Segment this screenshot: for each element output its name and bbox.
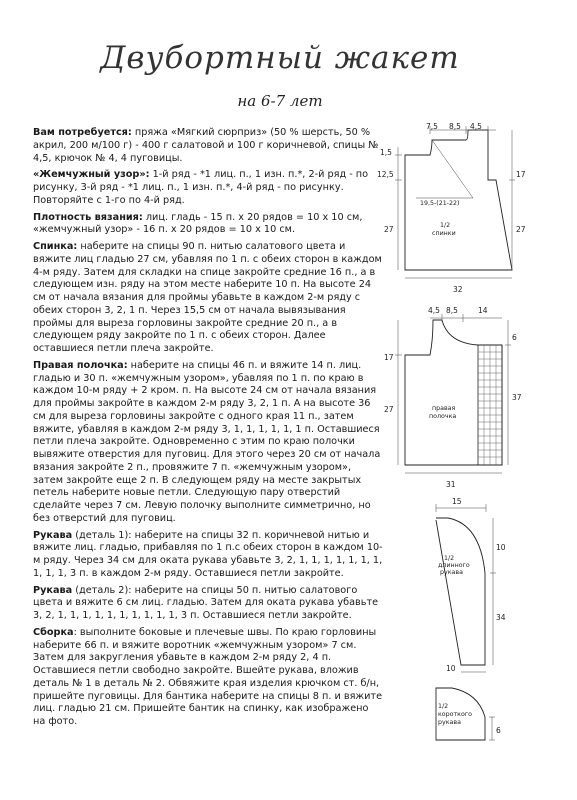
sleeve-long-dim-bottom: 10 — [446, 664, 456, 673]
back-dim-top-3: 4,5 — [470, 122, 482, 131]
front-dim-bottom: 31 — [446, 480, 456, 489]
back-dim-bottom: 32 — [453, 285, 463, 294]
sleeve-long-dim-right-2: 34 — [496, 613, 506, 622]
sleeve-short-label-2: короткого — [438, 711, 472, 718]
back-dim-right-1: 17 — [516, 170, 526, 179]
back-label-half: 1/2 — [440, 222, 451, 229]
front-dim-top-1: 4,5 — [428, 306, 440, 315]
sleeve-long-dim-right-1: 10 — [496, 543, 506, 552]
paragraph-sleeves-2: Рукава (деталь 2): наберите на спицы 50 п. нитью салатового цвета и вяжите 6 см лиц. гладью. Затем для оката рукава убавьте 3, 2, 1, 1, 1, 1, 1, 1, 1, 1, 1, 1, 3 п. Оставшиеся петли закройте. — [33, 584, 379, 621]
back-dim-left-2: 12,5 — [377, 170, 394, 179]
paragraph-sleeves-1: Рукава (деталь 1): наберите на спицы 32 п. коричневой нитью и вяжите лиц. гладью, прибавляя по 1 п.с обеих сторон в каждом 10-м ряду. Через 34 см для оката рукава убавьте 3, 2, 1, 1, 1, 1, 1, 1, 1, 1, 1, 1, 3 п. в каждом 2-м ряду. Оставшиеся петли закройте. — [33, 529, 383, 579]
back-label: спинки — [432, 230, 456, 237]
back-dim-left-3: 27 — [384, 225, 394, 234]
sleeve-long-label-2: длинного — [438, 562, 470, 569]
front-dim-right-2: 37 — [512, 393, 522, 402]
paragraph-assembly: Сборка: выполните боковые и плечевые швы. По краю горловины наберите 66 п. и вяжите воротник «жемчужным узором» 7 см. Затем для закругления убавьте в каждом 2-м ряду 2, 4 п. Оставшиеся петли свободно закройте. Вшейте рукава, вложив деталь № 1 в деталь № 2. Обвяжите края изделия крючком ст. б/н, пришейте пуговицы. Для бантика наберите на спицы 8 п. и вяжите лиц. гладью 21 см. Пришейте бантик на спинку, как изображено на фото. — [33, 626, 383, 727]
back-diagram — [377, 122, 526, 294]
back-dim-inner: 19,5-(21-22) — [420, 200, 460, 207]
sleeve-short-label-1: 1/2 — [438, 703, 449, 710]
front-dim-right-1: 6 — [512, 333, 517, 342]
back-dim-top-1: 7,5 — [426, 122, 438, 131]
front-dim-top-2: 8,5 — [446, 306, 458, 315]
paragraph-right-front: Правая полочка: наберите на спицы 46 п. и вяжите 14 п. лиц. гладью и 30 п. «жемчужным узором», убавляя по 1 п. по краю в каждом 10-м ряду + 2 кром. п. На высоте 24 см от начала вязания для проймы закройте в каждом 2-м ряду 3, 2, 1 п. А на высоте 36 см для выреза горловины закройте с одного края 11 п., затем вяжите, убавляя в каждом 2-м ряду 3, 1, 1, 1, 1, 1, 1 п. Оставшиеся петли плеча закройте. Одновременно с этим по краю полочки вывяжите отверстия для пуговиц. Для этого через 20 см от начала вязания закройте 2 п., провяжите 7 п. «жемчужным узором», затем закройте еще 2 п. В следующем ряду на месте закрытых петель наберите новые петли. Следующую пару отверстий сделайте через 7 см. Левую полочку выполните симметрично, но без отверстий для пуговиц. — [33, 359, 381, 524]
sleeve-short-label-3: рукава — [438, 719, 461, 726]
short-sleeve-diagram — [436, 688, 501, 740]
long-sleeve-diagram — [436, 497, 506, 673]
front-dim-top-3: 14 — [478, 306, 488, 315]
paragraph-gauge: Плотность вязания: лиц. гладь - 15 п. х 20 рядов = 10 х 10 см, «жемчужный узор» - 16 п. х 20 рядов = 10 х 10 см. — [33, 211, 363, 236]
front-dim-left-2: 27 — [384, 405, 394, 414]
front-dim-left-1: 17 — [384, 353, 394, 362]
sleeve-long-label-1: 1/2 — [444, 555, 455, 562]
back-dim-top-2: 8,5 — [449, 122, 461, 131]
paragraph-pearl-pattern: «Жемчужный узор»: 1-й ряд - *1 лиц. п., 1 изн. п.*, 2-й ряд - по рисунку, 3-й ряд - *1 лиц. п., 1 изн. п.*, 4-й ряд - по рисунку. Повторяйте с 1-го по 4-й ряд. — [33, 169, 369, 206]
front-label-2: полочка — [429, 413, 457, 420]
pearl-pattern-grid — [478, 345, 502, 465]
sleeve-long-label-3: рукава — [440, 569, 463, 576]
sleeve-short-dim-right: 6 — [496, 726, 501, 735]
paragraph-back: Спинка: наберите на спицы 90 п. нитью салатового цвета и вяжите лиц гладью 27 см, убавляя по 1 п. с обеих сторон в каждом 4-м ряду. Затем для складки на спице закройте средние 16 п., а в следующем изн. ряду на этом месте наберите 10 п. На высоте 24 см от начала вязания для проймы убавьте в каждом 2-м ряду с обеих сторон 3, 2, 1 п. Через 15,5 см от начала вывязывания проймы для выреза горловины закройте средние 20 п., а в следующем ряду закройте по 1 п. с обеих сторон. Далее оставшиеся петли плеча закройте. — [33, 241, 382, 354]
back-dim-right-2: 27 — [516, 225, 526, 234]
page-subtitle: на 6-7 лет — [237, 92, 323, 110]
paragraph-materials: Вам потребуется: пряжа «Мягкий сюрприз» (50 % шерсть, 50 % акрил, 200 м/100 г) - 400 г салатовой и 100 г коричневой, спицы № 4,5, крючок № 4, 4 пуговицы. — [33, 127, 379, 164]
sleeve-long-dim-top: 15 — [452, 497, 462, 506]
front-diagram — [384, 306, 522, 489]
back-dim-left-1: 1,5 — [380, 148, 392, 157]
page-title: Двубортный жакет — [100, 40, 460, 76]
front-label-1: правая — [432, 405, 456, 412]
